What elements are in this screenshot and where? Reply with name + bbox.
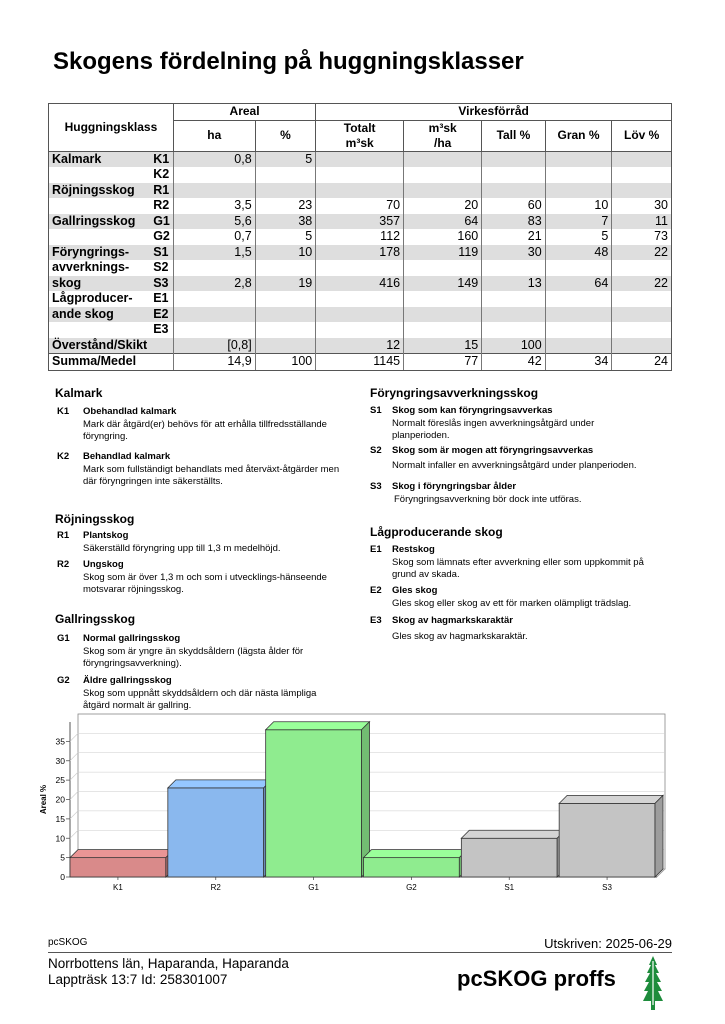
cell-pct: 5: [255, 229, 316, 245]
cell-lov: [612, 151, 672, 167]
table-row: [49, 229, 672, 245]
gridline-side: [70, 733, 78, 741]
col-header-totalt: Totalt m³sk: [316, 120, 404, 151]
bar-S1: [461, 830, 565, 877]
cell-gran: 7: [545, 214, 612, 230]
cell-ha: [173, 260, 255, 276]
gridline-side: [70, 792, 78, 800]
bar-front: [461, 838, 557, 877]
legend-item-e3: E3 Skog av hagmarkskaraktär Gles skog av hagmarkskaraktär.: [370, 615, 528, 642]
x-tick-label: R2: [210, 883, 221, 892]
cell-tot: [316, 307, 404, 323]
row-class-label: Gallringsskog: [49, 214, 151, 230]
x-tick-label: K1: [113, 883, 123, 892]
cell-tot: 12: [316, 338, 404, 354]
y-tick-label: 0: [60, 872, 65, 882]
col-header-pct: %: [255, 120, 316, 151]
row-class-label: Kalmark: [49, 151, 151, 167]
cell-pct: 38: [255, 214, 316, 230]
cell-ha: 0,8: [173, 151, 255, 167]
row-code: R2: [150, 198, 173, 214]
cell-m3: [404, 291, 482, 307]
cell-tot: [316, 322, 404, 338]
cell-ha: 5,6: [173, 214, 255, 230]
col-header-m3sk-ha: m³sk /ha: [404, 120, 482, 151]
y-tick-label: 5: [60, 852, 65, 863]
row-code: [150, 338, 173, 354]
cell-gran: [545, 183, 612, 199]
cell-tall: 30: [482, 245, 545, 261]
table-row: [49, 167, 672, 183]
cell-tall: [482, 322, 545, 338]
cell-gran: [545, 260, 612, 276]
cell-tot: [316, 291, 404, 307]
cell-tot: 112: [316, 229, 404, 245]
cell-lov: 22: [612, 245, 672, 261]
cell-tall: [482, 307, 545, 323]
cell-tot: [316, 183, 404, 199]
bar-front: [266, 730, 362, 877]
table-row: [49, 183, 672, 199]
bar-S3: [559, 795, 663, 877]
cell-pct: [255, 291, 316, 307]
cell-m3: [404, 151, 482, 167]
bar-K1: [70, 850, 174, 877]
gridline-side: [70, 811, 78, 819]
y-tick-label: 15: [55, 813, 65, 824]
cell-tot: [316, 167, 404, 183]
legend-left: [55, 388, 355, 718]
cell-tall: 21: [482, 229, 545, 245]
cell-m3: 149: [404, 276, 482, 292]
cell-tot: 178: [316, 245, 404, 261]
table-row: [49, 151, 672, 167]
cell-tot: 416: [316, 276, 404, 292]
cell-gran: [545, 338, 612, 354]
bar-R2: [168, 780, 272, 877]
y-tick-label: 20: [55, 794, 65, 805]
cell-tall: [482, 167, 545, 183]
cell-ha: [173, 322, 255, 338]
legend-right: [370, 388, 670, 658]
cell-ha: [173, 307, 255, 323]
x-tick-label: S1: [504, 883, 515, 892]
legend-item-r1: R1 Plantskog Säkerställd föryngring upp till 1,3 m medelhöjd.: [57, 530, 281, 554]
footer-divider: [48, 952, 672, 953]
bar-top: [168, 780, 272, 788]
cell-tall: [482, 183, 545, 199]
bar-top: [461, 830, 565, 838]
legend-item-g1: G1 Normal gallringsskog Skog som är yngre än skyddsåldern (lägsta ålder för föryngringsavverkning).: [57, 633, 304, 669]
cell-m3: 15: [404, 338, 482, 354]
x-tick-label: S3: [602, 883, 612, 892]
bar-front: [364, 858, 460, 877]
bar-top: [559, 795, 663, 803]
legend-item-s2: S2 Skog som är mogen att föryngringsavverkas Normalt infaller en avverkningsåtgärd under planperioden.: [370, 445, 637, 471]
row-code: E1: [150, 291, 173, 307]
y-tick-label: 35: [55, 736, 65, 747]
row-class-label: Överstånd/Skikt: [49, 338, 151, 354]
cell-gran: 48: [545, 245, 612, 261]
cell-tot: [316, 260, 404, 276]
areal-bar-chart: [30, 710, 680, 900]
sum-tot: 1145: [316, 354, 404, 371]
cell-m3: [404, 183, 482, 199]
bar-front: [70, 858, 166, 877]
legend-title-foryngring: Föryngringsavverkningsskog: [370, 386, 539, 400]
row-code: R1: [150, 183, 173, 199]
cell-gran: [545, 307, 612, 323]
legend-title-kalmark: Kalmark: [55, 386, 103, 400]
gridline-side: [70, 772, 78, 780]
cell-ha: 1,5: [173, 245, 255, 261]
cell-pct: 19: [255, 276, 316, 292]
cell-pct: 23: [255, 198, 316, 214]
sum-m3: 77: [404, 354, 482, 371]
address-line-1: Norrbottens län, Haparanda, Haparanda: [48, 956, 289, 971]
cell-tot: 70: [316, 198, 404, 214]
bar-G2: [364, 850, 468, 877]
cell-m3: [404, 260, 482, 276]
cell-lov: [612, 322, 672, 338]
cell-tall: 60: [482, 198, 545, 214]
sum-ha: 14,9: [173, 354, 255, 371]
legend-item-e1: E1 Restskog Skog som lämnats efter avverkning eller som uppkommit på grund av skada.: [370, 544, 644, 580]
cell-lov: [612, 260, 672, 276]
sum-lov: 24: [612, 354, 672, 371]
cell-m3: [404, 322, 482, 338]
footer-address: [48, 956, 289, 988]
table-row: [49, 276, 672, 292]
row-class-label: [49, 167, 151, 183]
legend-title-rojningsskog: Röjningsskog: [55, 512, 135, 526]
bar-top: [364, 850, 468, 858]
cell-lov: 11: [612, 214, 672, 230]
cell-ha: [173, 167, 255, 183]
cell-m3: [404, 167, 482, 183]
cell-ha: [173, 183, 255, 199]
row-class-label: Röjningsskog: [49, 183, 151, 199]
row-class-label: skog: [49, 276, 151, 292]
spruce-tree-logo: [641, 955, 665, 1011]
cell-pct: [255, 322, 316, 338]
cell-ha: 0,7: [173, 229, 255, 245]
cell-tall: [482, 291, 545, 307]
row-class-label: [49, 322, 151, 338]
legend-item-r2: R2 Ungskog Skog som är över 1,3 m och som i utvecklings-hänseende motsvarar röjningsskog.: [57, 559, 327, 595]
cell-ha: [0,8]: [173, 338, 255, 354]
cell-gran: [545, 151, 612, 167]
col-header-gran: Gran %: [545, 120, 612, 151]
row-code: S3: [150, 276, 173, 292]
cell-m3: 119: [404, 245, 482, 261]
row-code: K1: [150, 151, 173, 167]
cell-m3: [404, 307, 482, 323]
row-class-label: Lågproducer-: [49, 291, 151, 307]
table-row: [49, 291, 672, 307]
table-row: [49, 322, 672, 338]
cell-pct: [255, 167, 316, 183]
sum-row: [49, 354, 672, 371]
table-row: [49, 260, 672, 276]
cell-lov: 22: [612, 276, 672, 292]
table-row: [49, 214, 672, 230]
x-tick-label: G1: [308, 883, 319, 892]
sum-gran: 34: [545, 354, 612, 371]
bar-front: [559, 803, 655, 877]
cell-lov: 73: [612, 229, 672, 245]
bar-G1: [266, 722, 370, 877]
cell-gran: 5: [545, 229, 612, 245]
table-row: [49, 307, 672, 323]
y-tick-label: 30: [55, 755, 65, 766]
x-tick-label: G2: [406, 883, 417, 892]
table-row: [49, 245, 672, 261]
cell-lov: [612, 167, 672, 183]
legend-title-gallringsskog: Gallringsskog: [55, 612, 136, 626]
row-code: G2: [150, 229, 173, 245]
y-axis-label: Areal %: [39, 784, 48, 815]
row-code: S1: [150, 245, 173, 261]
col-header-huggningsklass: Huggningsklass: [49, 104, 174, 152]
col-header-ha: ha: [173, 120, 255, 151]
col-header-tall: Tall %: [482, 120, 545, 151]
legend-item-s3: S3 Skog i föryngringsbar ålder Föryngringsavverkning bör dock inte utföras.: [370, 481, 582, 505]
sum-label: Summa/Medel: [49, 354, 174, 371]
brand-name: pcSKOG proffs: [457, 966, 616, 991]
cell-gran: [545, 322, 612, 338]
row-code: S2: [150, 260, 173, 276]
cell-lov: [612, 338, 672, 354]
cell-ha: 3,5: [173, 198, 255, 214]
cell-pct: [255, 338, 316, 354]
cell-gran: 64: [545, 276, 612, 292]
row-code: G1: [150, 214, 173, 230]
legend-item-g2: G2 Äldre gallringsskog Skog som uppnått skyddsåldern och där nästa lämpliga åtgärd normalt är gallring.: [57, 675, 317, 711]
cell-tall: 13: [482, 276, 545, 292]
row-code: K2: [150, 167, 173, 183]
footer-printed-date: Utskriven: 2025-06-29: [544, 936, 672, 951]
legend-item-s1: S1 Skog som kan föryngringsavverkas Normalt föreslås ingen avverkningsåtgärd under planperioden.: [370, 405, 595, 441]
address-line-2: Lappträsk 13:7 Id: 258301007: [48, 972, 228, 987]
legend-item-k2: K2 Behandlad kalmark Mark som fullständigt behandlats med återväxt-åtgärder men där föryngringen inte säkerställts.: [57, 451, 340, 487]
cell-lov: [612, 291, 672, 307]
cell-pct: [255, 307, 316, 323]
cell-tot: 357: [316, 214, 404, 230]
row-code: E3: [150, 322, 173, 338]
row-class-label: [49, 198, 151, 214]
row-code: E2: [150, 307, 173, 323]
cell-m3: 64: [404, 214, 482, 230]
cell-tot: [316, 151, 404, 167]
y-tick-label: 25: [55, 775, 65, 786]
table-row: [49, 198, 672, 214]
legend-title-lagproducerande: Lågproducerande skog: [370, 525, 503, 539]
cell-gran: 10: [545, 198, 612, 214]
col-header-areal: Areal: [173, 104, 315, 121]
cell-ha: 2,8: [173, 276, 255, 292]
sum-pct: 100: [255, 354, 316, 371]
bar-side: [655, 795, 663, 877]
col-header-virkesforrad: Virkesförråd: [316, 104, 672, 121]
footer-app: pcSKOG: [48, 937, 88, 948]
cell-lov: [612, 307, 672, 323]
bar-top: [70, 850, 174, 858]
huggningsklass-table: [48, 103, 672, 371]
cell-lov: 30: [612, 198, 672, 214]
row-class-label: Föryngrings-: [49, 245, 151, 261]
cell-gran: [545, 291, 612, 307]
gridline-side: [70, 830, 78, 838]
cell-tall: 83: [482, 214, 545, 230]
row-class-label: avverknings-: [49, 260, 151, 276]
cell-gran: [545, 167, 612, 183]
row-class-label: ande skog: [49, 307, 151, 323]
cell-m3: 20: [404, 198, 482, 214]
cell-pct: 5: [255, 151, 316, 167]
cell-pct: 10: [255, 245, 316, 261]
page-title: Skogens fördelning på huggningsklasser: [53, 48, 524, 75]
cell-m3: 160: [404, 229, 482, 245]
cell-lov: [612, 183, 672, 199]
cell-tall: [482, 151, 545, 167]
table-row: [49, 338, 672, 354]
cell-pct: [255, 183, 316, 199]
cell-tall: 100: [482, 338, 545, 354]
legend-item-k1: K1 Obehandlad kalmark Mark där åtgärd(er) behövs för att erhålla tillfredsställande föryngring.: [57, 406, 327, 442]
sum-tall: 42: [482, 354, 545, 371]
bar-top: [266, 722, 370, 730]
cell-pct: [255, 260, 316, 276]
cell-ha: [173, 291, 255, 307]
legend-item-e2: E2 Gles skog Gles skog eller skog av ett för marken olämpligt trädslag.: [370, 585, 632, 609]
col-header-lov: Löv %: [612, 120, 672, 151]
bar-front: [168, 788, 264, 877]
y-tick-label: 10: [55, 833, 65, 844]
gridline-side: [70, 753, 78, 761]
cell-tall: [482, 260, 545, 276]
row-class-label: [49, 229, 151, 245]
